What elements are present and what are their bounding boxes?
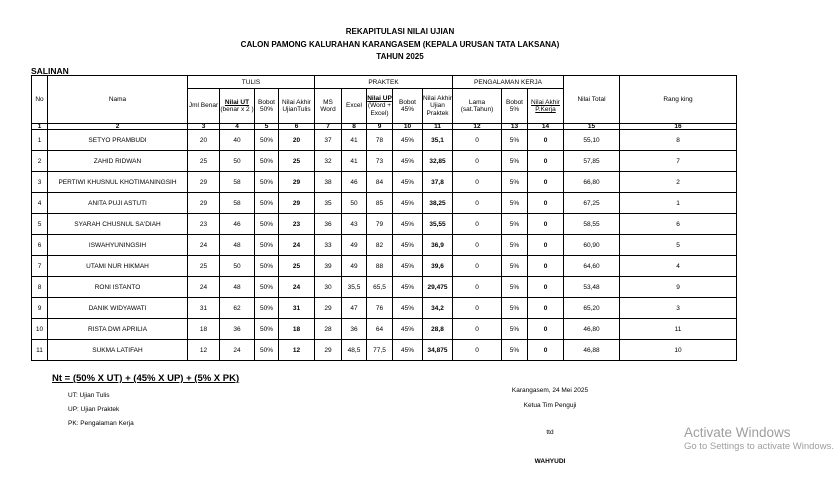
col-number: 16	[620, 124, 737, 130]
cell-nilai-akhir-tulis: 25	[279, 151, 315, 172]
cell-bobot50: 50%	[255, 340, 279, 361]
cell-jml-benar: 12	[188, 340, 220, 361]
col-ms-word-header: MS Word	[315, 89, 342, 124]
signature-mark: ttd	[546, 429, 554, 436]
col-number: 11	[423, 124, 453, 130]
cell-nilai-akhir-tulis: 25	[279, 256, 315, 277]
cell-no: 3	[32, 172, 48, 193]
col-number: 5	[255, 124, 279, 130]
cell-lama: 0	[453, 277, 502, 298]
cell-nilai-akhir-pkerja: 0	[528, 298, 564, 319]
cell-excel: 48,5	[342, 340, 367, 361]
col-bobot50-header: Bobot 50%	[255, 89, 279, 124]
col-number: 13	[502, 124, 528, 130]
cell-bobot5: 5%	[502, 256, 528, 277]
cell-ranking: 6	[620, 214, 737, 235]
cell-nilai-ut: 58	[220, 172, 255, 193]
col-number: 2	[48, 124, 188, 130]
cell-nama: SETYO PRAMBUDI	[48, 130, 188, 151]
cell-no: 10	[32, 319, 48, 340]
cell-bobot50: 50%	[255, 277, 279, 298]
cell-nilai-total: 55,10	[564, 130, 620, 151]
col-no-header: No	[32, 76, 48, 124]
col-number: 9	[367, 124, 393, 130]
col-nama-header: Nama	[48, 76, 188, 124]
cell-lama: 0	[453, 130, 502, 151]
col-bobot5-header: Bobot 5%	[502, 89, 528, 124]
header-row-groups	[32, 76, 737, 89]
cell-bobot50: 50%	[255, 193, 279, 214]
cell-jml-benar: 24	[188, 277, 220, 298]
cell-bobot45: 45%	[393, 235, 423, 256]
benar-x2-label: (benar x 2 )	[220, 106, 254, 113]
cell-nilai-up: 78	[367, 130, 393, 151]
cell-bobot50: 50%	[255, 235, 279, 256]
group-pengalaman-header: PENGALAMAN KERJA	[453, 76, 564, 89]
col-nilai-akhir-tulis-header: Nilai Akhir UjianTulis	[279, 89, 315, 124]
cell-ranking: 1	[620, 193, 737, 214]
cell-nilai-akhir-tulis: 20	[279, 130, 315, 151]
cell-nilai-total: 46,88	[564, 340, 620, 361]
cell-bobot5: 5%	[502, 151, 528, 172]
cell-bobot5: 5%	[502, 319, 528, 340]
cell-jml-benar: 31	[188, 298, 220, 319]
cell-bobot5: 5%	[502, 277, 528, 298]
cell-bobot50: 50%	[255, 298, 279, 319]
cell-ms-word: 29	[315, 340, 342, 361]
title-line-1: REKAPITULASI NILAI UJIAN	[345, 27, 455, 36]
cell-bobot5: 5%	[502, 214, 528, 235]
cell-lama: 0	[453, 151, 502, 172]
cell-nilai-ut: 50	[220, 151, 255, 172]
cell-lama: 0	[453, 235, 502, 256]
cell-ranking: 11	[620, 319, 737, 340]
cell-ranking: 4	[620, 256, 737, 277]
cell-nilai-ut: 48	[220, 277, 255, 298]
cell-ranking: 3	[620, 298, 737, 319]
col-nilai-ut-header	[220, 89, 255, 124]
cell-bobot45: 45%	[393, 277, 423, 298]
table-row	[32, 130, 737, 151]
cell-nilai-total: 46,80	[564, 319, 620, 340]
cell-excel: 41	[342, 130, 367, 151]
watermark-subtitle: Go to Settings to activate Windows.	[684, 441, 834, 452]
cell-no: 8	[32, 277, 48, 298]
col-number: 7	[315, 124, 342, 130]
col-number: 8	[342, 124, 367, 130]
cell-bobot45: 45%	[393, 319, 423, 340]
cell-lama: 0	[453, 340, 502, 361]
cell-nilai-total: 58,55	[564, 214, 620, 235]
cell-nilai-up: 88	[367, 256, 393, 277]
col-nilai-total-header: Nilai Total	[564, 76, 620, 124]
cell-nilai-akhir-pkerja: 0	[528, 130, 564, 151]
activate-windows-watermark	[684, 425, 834, 452]
col-number: 15	[564, 124, 620, 130]
cell-nilai-akhir-tulis: 24	[279, 235, 315, 256]
cell-excel: 49	[342, 256, 367, 277]
cell-excel: 35,5	[342, 277, 367, 298]
cell-jml-benar: 24	[188, 235, 220, 256]
cell-no: 1	[32, 130, 48, 151]
cell-bobot45: 45%	[393, 151, 423, 172]
cell-nama: SUKMA LATIFAH	[48, 340, 188, 361]
cell-no: 7	[32, 256, 48, 277]
cell-ms-word: 33	[315, 235, 342, 256]
cell-bobot50: 50%	[255, 151, 279, 172]
cell-no: 2	[32, 151, 48, 172]
cell-nilai-total: 65,20	[564, 298, 620, 319]
cell-ranking: 2	[620, 172, 737, 193]
cell-nilai-akhir-praktek: 39,6	[423, 256, 453, 277]
cell-excel: 43	[342, 214, 367, 235]
cell-ms-word: 37	[315, 130, 342, 151]
table-row	[32, 151, 737, 172]
legend	[68, 389, 134, 431]
cell-nilai-akhir-tulis: 31	[279, 298, 315, 319]
legend-item: UP: Ujian Praktek	[68, 406, 120, 413]
cell-nilai-ut: 48	[220, 235, 255, 256]
cell-excel: 49	[342, 235, 367, 256]
cell-nilai-up: 85	[367, 193, 393, 214]
group-tulis-header: TULIS	[188, 76, 315, 89]
cell-nilai-akhir-tulis: 12	[279, 340, 315, 361]
cell-nilai-total: 57,85	[564, 151, 620, 172]
cell-bobot50: 50%	[255, 214, 279, 235]
cell-ms-word: 30	[315, 277, 342, 298]
cell-nilai-akhir-praktek: 35,1	[423, 130, 453, 151]
cell-lama: 0	[453, 172, 502, 193]
cell-nilai-akhir-praktek: 34,875	[423, 340, 453, 361]
cell-no: 11	[32, 340, 48, 361]
cell-lama: 0	[453, 298, 502, 319]
cell-excel: 50	[342, 193, 367, 214]
cell-lama: 0	[453, 319, 502, 340]
cell-nama: RISTA DWI APRILIA	[48, 319, 188, 340]
cell-nilai-total: 66,80	[564, 172, 620, 193]
cell-bobot5: 5%	[502, 298, 528, 319]
cell-jml-benar: 25	[188, 256, 220, 277]
cell-nilai-akhir-praktek: 37,8	[423, 172, 453, 193]
cell-bobot5: 5%	[502, 193, 528, 214]
table-row	[32, 235, 737, 256]
title-line-2: CALON PAMONG KALURAHAN KARANGASEM (KEPALA URUSAN TATA LAKSANA)	[240, 39, 560, 49]
table-row	[32, 319, 737, 340]
word-excel-label: (Word + Excel)	[367, 102, 392, 117]
cell-nilai-ut: 58	[220, 193, 255, 214]
cell-bobot50: 50%	[255, 172, 279, 193]
cell-nilai-total: 64,60	[564, 256, 620, 277]
cell-lama: 0	[453, 256, 502, 277]
cell-nama: UTAMI NUR HIKMAH	[48, 256, 188, 277]
cell-bobot50: 50%	[255, 130, 279, 151]
cell-nilai-akhir-pkerja: 0	[528, 319, 564, 340]
cell-no: 9	[32, 298, 48, 319]
col-number: 14	[528, 124, 564, 130]
cell-nilai-akhir-praktek: 34,2	[423, 298, 453, 319]
cell-nilai-up: 65,5	[367, 277, 393, 298]
cell-ranking: 7	[620, 151, 737, 172]
cell-bobot45: 45%	[393, 193, 423, 214]
cell-nilai-akhir-pkerja: 0	[528, 214, 564, 235]
cell-bobot5: 5%	[502, 130, 528, 151]
cell-bobot45: 45%	[393, 340, 423, 361]
place-date: Karangasem, 24 Mei 2025	[511, 387, 589, 394]
cell-ranking: 5	[620, 235, 737, 256]
cell-nilai-up: 76	[367, 298, 393, 319]
col-number: 1	[32, 124, 48, 130]
cell-bobot45: 45%	[393, 172, 423, 193]
legend-item: PK: Pengalaman Kerja	[68, 420, 134, 427]
col-number: 3	[188, 124, 220, 130]
cell-nama: DANIK WIDYAWATI	[48, 298, 188, 319]
table-row	[32, 256, 737, 277]
cell-nilai-akhir-praktek: 28,8	[423, 319, 453, 340]
cell-nilai-akhir-pkerja: 0	[528, 340, 564, 361]
cell-jml-benar: 25	[188, 151, 220, 172]
cell-ranking: 9	[620, 277, 737, 298]
table-row	[32, 193, 737, 214]
cell-no: 6	[32, 235, 48, 256]
cell-nilai-akhir-pkerja: 0	[528, 256, 564, 277]
cell-nilai-total: 53,48	[564, 277, 620, 298]
cell-excel: 36	[342, 319, 367, 340]
cell-lama: 0	[453, 193, 502, 214]
cell-nilai-akhir-praktek: 29,475	[423, 277, 453, 298]
cell-bobot45: 45%	[393, 298, 423, 319]
cell-nilai-akhir-pkerja: 0	[528, 193, 564, 214]
cell-ranking: 8	[620, 130, 737, 151]
col-nilai-up-header	[367, 89, 393, 124]
cell-nilai-ut: 46	[220, 214, 255, 235]
cell-bobot45: 45%	[393, 214, 423, 235]
table-body	[32, 130, 737, 361]
cell-nama: RONI ISTANTO	[48, 277, 188, 298]
cell-nilai-akhir-pkerja: 0	[528, 235, 564, 256]
col-bobot45-header: Bobot 45%	[393, 89, 423, 124]
nilai-up-label: Nilai UP	[367, 94, 392, 102]
col-number: 12	[453, 124, 502, 130]
document-header	[0, 26, 800, 64]
cell-jml-benar: 18	[188, 319, 220, 340]
formula: Nt = (50% X UT) + (45% X UP) + (5% X PK)	[52, 373, 240, 384]
cell-bobot50: 50%	[255, 319, 279, 340]
cell-nilai-akhir-pkerja: 0	[528, 172, 564, 193]
cell-nilai-akhir-praktek: 35,55	[423, 214, 453, 235]
col-number: 4	[220, 124, 255, 130]
cell-excel: 47	[342, 298, 367, 319]
cell-nilai-ut: 50	[220, 256, 255, 277]
cell-nilai-total: 60,90	[564, 235, 620, 256]
cell-nilai-up: 64	[367, 319, 393, 340]
cell-ms-word: 38	[315, 172, 342, 193]
cell-ms-word: 35	[315, 193, 342, 214]
col-excel-header: Excel	[342, 89, 367, 124]
cell-nilai-akhir-praktek: 32,85	[423, 151, 453, 172]
cell-bobot50: 50%	[255, 256, 279, 277]
table-row	[32, 172, 737, 193]
col-number: 10	[393, 124, 423, 130]
cell-nilai-akhir-tulis: 23	[279, 214, 315, 235]
cell-nilai-ut: 36	[220, 319, 255, 340]
cell-nilai-ut: 62	[220, 298, 255, 319]
col-nilai-akhir-pkerja-header: Nilai Akhir P.Kerja	[528, 89, 564, 124]
cell-nilai-up: 77,5	[367, 340, 393, 361]
cell-bobot5: 5%	[502, 340, 528, 361]
cell-nilai-up: 73	[367, 151, 393, 172]
cell-excel: 46	[342, 172, 367, 193]
table-row	[32, 214, 737, 235]
col-number: 6	[279, 124, 315, 130]
signer-role: Ketua Tim Penguji	[523, 402, 577, 409]
col-jml-benar-header: Jml Benar	[188, 89, 220, 124]
cell-ms-word: 36	[315, 214, 342, 235]
signer-name: WAHYUDI	[534, 458, 566, 465]
cell-nilai-akhir-pkerja: 0	[528, 151, 564, 172]
legend-item: UT: Ujian Tulis	[68, 392, 110, 399]
table-row	[32, 277, 737, 298]
cell-bobot5: 5%	[502, 235, 528, 256]
cell-nilai-akhir-praktek: 38,25	[423, 193, 453, 214]
cell-jml-benar: 29	[188, 172, 220, 193]
cell-jml-benar: 29	[188, 193, 220, 214]
cell-nilai-akhir-tulis: 18	[279, 319, 315, 340]
cell-excel: 41	[342, 151, 367, 172]
cell-ms-word: 32	[315, 151, 342, 172]
cell-nilai-ut: 40	[220, 130, 255, 151]
watermark-title: Activate Windows	[684, 425, 791, 440]
cell-ranking: 10	[620, 340, 737, 361]
cell-nilai-up: 82	[367, 235, 393, 256]
cell-nilai-akhir-pkerja: 0	[528, 277, 564, 298]
cell-lama: 0	[453, 214, 502, 235]
cell-jml-benar: 23	[188, 214, 220, 235]
cell-nilai-akhir-tulis: 29	[279, 193, 315, 214]
table-row	[32, 340, 737, 361]
cell-jml-benar: 20	[188, 130, 220, 151]
cell-nilai-up: 84	[367, 172, 393, 193]
col-ranking-header: Rang king	[620, 76, 737, 124]
recap-table	[31, 75, 737, 361]
cell-nama: ISWAHYUNINGSIH	[48, 235, 188, 256]
cell-nilai-ut: 24	[220, 340, 255, 361]
cell-ms-word: 29	[315, 298, 342, 319]
cell-nama: ZAHID RIDWAN	[48, 151, 188, 172]
cell-nilai-akhir-tulis: 29	[279, 172, 315, 193]
table-row	[32, 298, 737, 319]
cell-no: 4	[32, 193, 48, 214]
group-praktek-header: PRAKTEK	[315, 76, 453, 89]
cell-nilai-total: 67,25	[564, 193, 620, 214]
cell-nama: ANITA PUJI ASTUTI	[48, 193, 188, 214]
cell-ms-word: 39	[315, 256, 342, 277]
cell-nilai-akhir-tulis: 24	[279, 277, 315, 298]
cell-no: 5	[32, 214, 48, 235]
cell-bobot45: 45%	[393, 256, 423, 277]
col-lama-header: Lama (sat.Tahun)	[453, 89, 502, 124]
cell-nama: PERTIWI KHUSNUL KHOTIMANINGSIH	[48, 172, 188, 193]
nilai-ut-label: Nilai UT	[224, 98, 250, 106]
title-line-3: TAHUN 2025	[376, 52, 424, 61]
cell-nama: SYARAH CHUSNUL SA'DIAH	[48, 214, 188, 235]
col-nilai-akhir-praktek-header: Nilai Akhir Ujian Praktek	[423, 89, 453, 124]
salinan-label: SALINAN	[31, 66, 69, 76]
cell-bobot45: 45%	[393, 130, 423, 151]
cell-bobot5: 5%	[502, 172, 528, 193]
cell-nilai-up: 79	[367, 214, 393, 235]
cell-ms-word: 28	[315, 319, 342, 340]
cell-nilai-akhir-praktek: 36,9	[423, 235, 453, 256]
